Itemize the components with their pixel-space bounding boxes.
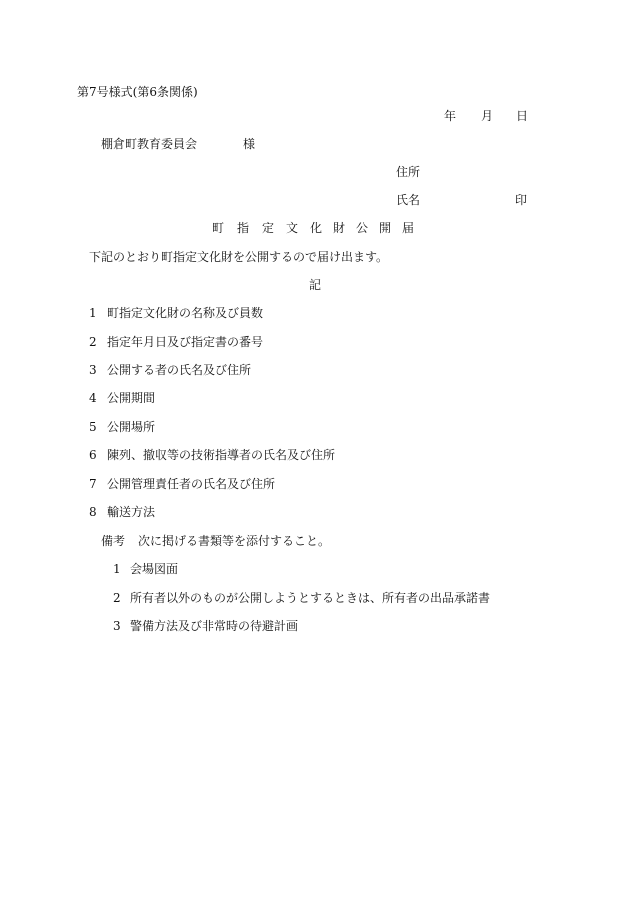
title-char: 財 (333, 221, 346, 235)
list-item-number: 6 (89, 448, 97, 462)
list-item-text: 公開場所 (107, 420, 156, 434)
intro-text: 下記のとおり町指定文化財を公開するので届け出ます。 (89, 250, 389, 264)
list-item-number: 1 (89, 306, 97, 320)
date-day-label: 日 (516, 109, 529, 123)
seal-mark: 印 (515, 193, 528, 207)
list-item-text: 町指定文化財の名称及び員数 (107, 306, 264, 320)
remarks-item-text: 警備方法及び非常時の待避計画 (130, 619, 299, 633)
title-char: 指 (237, 221, 250, 235)
date-year-label: 年 (444, 109, 457, 123)
date-month-label: 月 (481, 109, 494, 123)
remarks-item-text: 会場図面 (130, 562, 179, 576)
remarks-item-text: 所有者以外のものが公開しようとするときは、所有者の出品承諾書 (130, 591, 491, 605)
remarks-item-number: 1 (113, 562, 121, 576)
address-label: 住所 (396, 165, 421, 179)
list-item-text: 公開する者の氏名及び住所 (107, 363, 252, 377)
addressee-honorific: 様 (243, 137, 256, 151)
remarks-label: 備考 (101, 534, 126, 548)
title-char: 化 (310, 221, 323, 235)
remarks-item-number: 2 (113, 591, 121, 605)
title-char: 町 (212, 221, 225, 235)
list-item-number: 7 (89, 477, 97, 491)
list-item-number: 3 (89, 363, 97, 377)
list-item-text: 輸送方法 (107, 505, 156, 519)
title-char: 開 (379, 221, 392, 235)
list-item-number: 5 (89, 420, 97, 434)
list-item-text: 公開管理責任者の氏名及び住所 (107, 477, 276, 491)
list-item-number: 8 (89, 505, 97, 519)
list-item-number: 4 (89, 391, 97, 405)
name-label: 氏名 (396, 193, 421, 207)
title-char: 文 (286, 221, 299, 235)
remarks-item-number: 3 (113, 619, 121, 633)
list-item-text: 指定年月日及び指定書の番号 (107, 335, 264, 349)
list-item-text: 陳列、撤収等の技術指導者の氏名及び住所 (107, 448, 336, 462)
ki-heading: 記 (309, 278, 322, 292)
addressee-name: 棚倉町教育委員会 (101, 137, 198, 151)
list-item-text: 公開期間 (107, 391, 156, 405)
title-char: 届 (402, 221, 415, 235)
title-char: 定 (262, 221, 275, 235)
form-number: 第7号様式(第6条関係) (77, 85, 198, 99)
list-item-number: 2 (89, 335, 97, 349)
title-char: 公 (356, 221, 369, 235)
remarks-text: 次に掲げる書類等を添付すること。 (138, 534, 331, 548)
